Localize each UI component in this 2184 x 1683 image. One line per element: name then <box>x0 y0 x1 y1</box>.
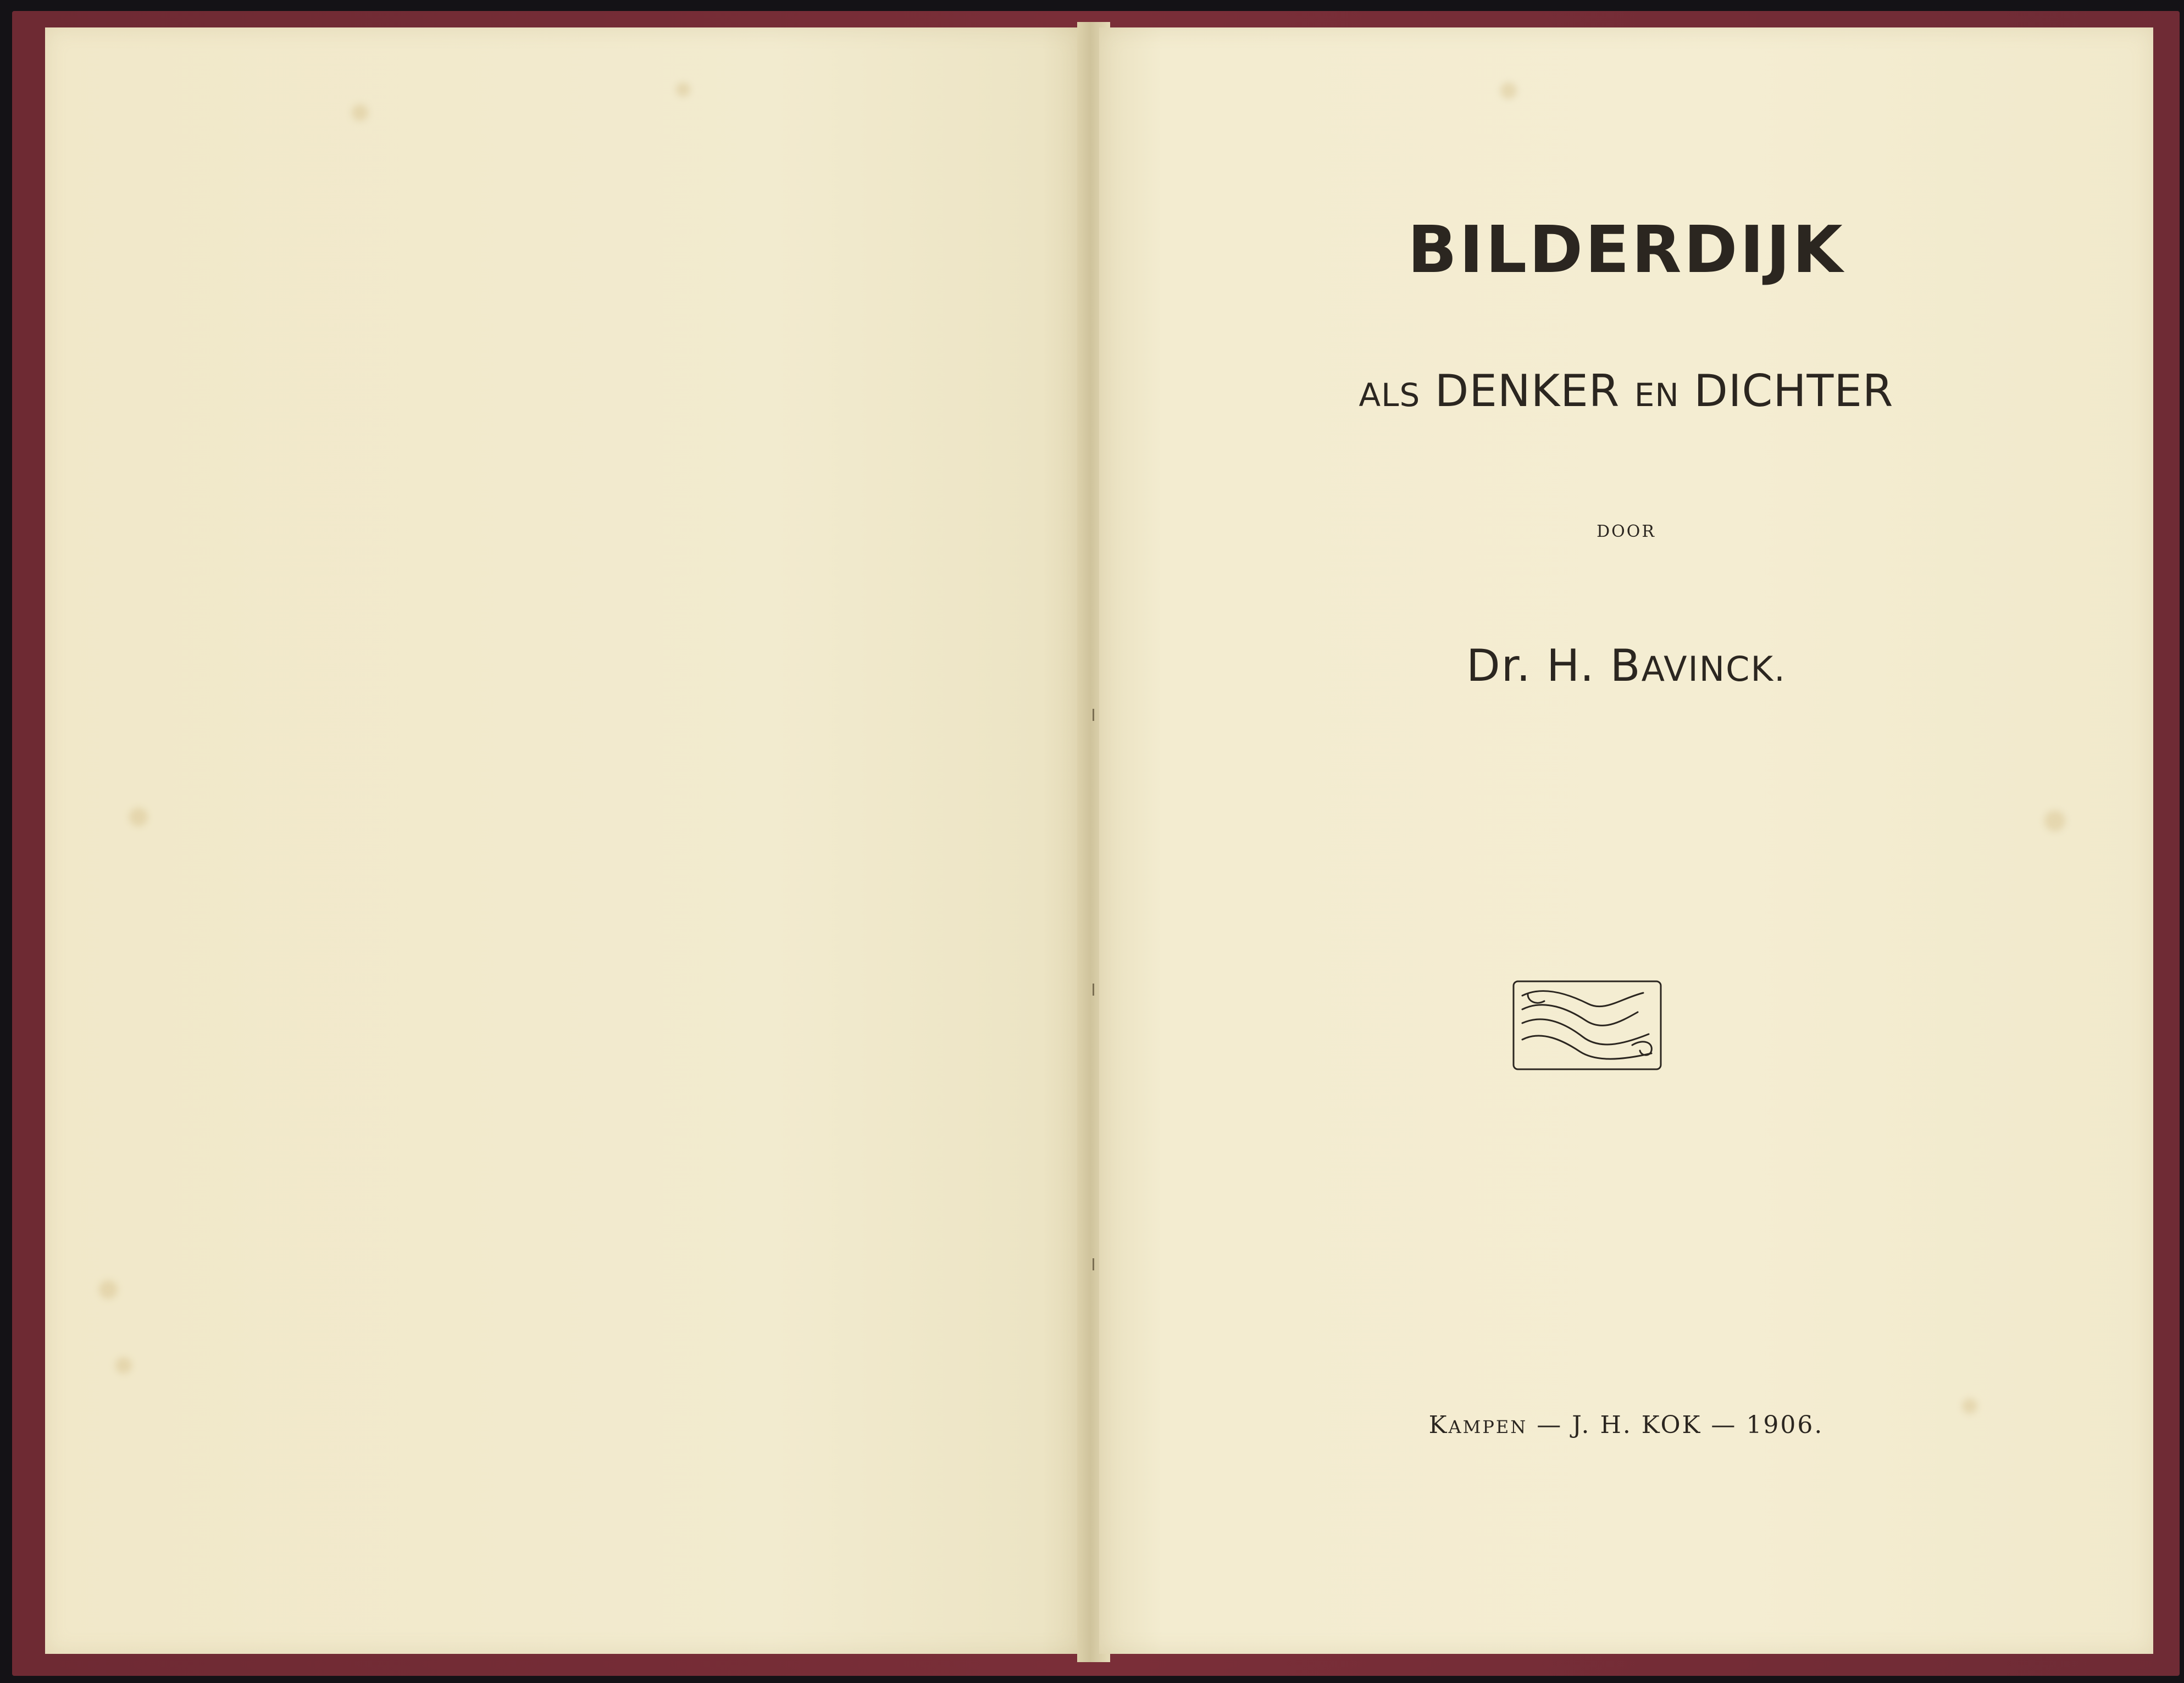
foxing-spot <box>352 104 368 121</box>
book-title: BILDERDIJK <box>1407 212 1845 287</box>
imprint-separator: — <box>1537 1411 1563 1439</box>
imprint-year: 1906. <box>1746 1411 1824 1439</box>
imprint-place-rest: AMPEN <box>1448 1417 1528 1437</box>
imprint-separator: — <box>1711 1411 1737 1439</box>
foxing-spot <box>676 82 690 97</box>
foxing-spot <box>2044 810 2065 831</box>
subtitle-prefix: ALS <box>1359 376 1421 414</box>
author-name <box>1099 640 2153 691</box>
art-nouveau-wave-ornament-icon <box>1511 979 1663 1071</box>
imprint-place-initial: K <box>1428 1411 1449 1439</box>
imprint-publisher: J. H. KOK <box>1572 1411 1702 1439</box>
author-surname-rest: AVINCK. <box>1641 649 1786 689</box>
subtitle-word-denker: DENKER <box>1434 365 1620 416</box>
publisher-imprint <box>1099 1411 2153 1439</box>
subtitle-word-dichter: DICHTER <box>1694 365 1894 416</box>
subtitle-connector: EN <box>1634 376 1679 414</box>
foxing-spot <box>129 808 148 826</box>
foxing-spot <box>1500 82 1517 99</box>
by-line: DOOR <box>1597 522 1656 541</box>
binding-stitch <box>1093 709 1094 721</box>
book-subtitle <box>1099 365 2153 416</box>
binding-stitch <box>1093 984 1094 996</box>
left-endpaper-page <box>45 27 1084 1654</box>
foxing-spot <box>115 1357 132 1374</box>
foxing-spot <box>99 1280 118 1299</box>
author-surname-initial: B <box>1610 640 1642 691</box>
binding-stitch <box>1093 1258 1094 1270</box>
author-prefix: Dr. H. <box>1466 640 1595 691</box>
